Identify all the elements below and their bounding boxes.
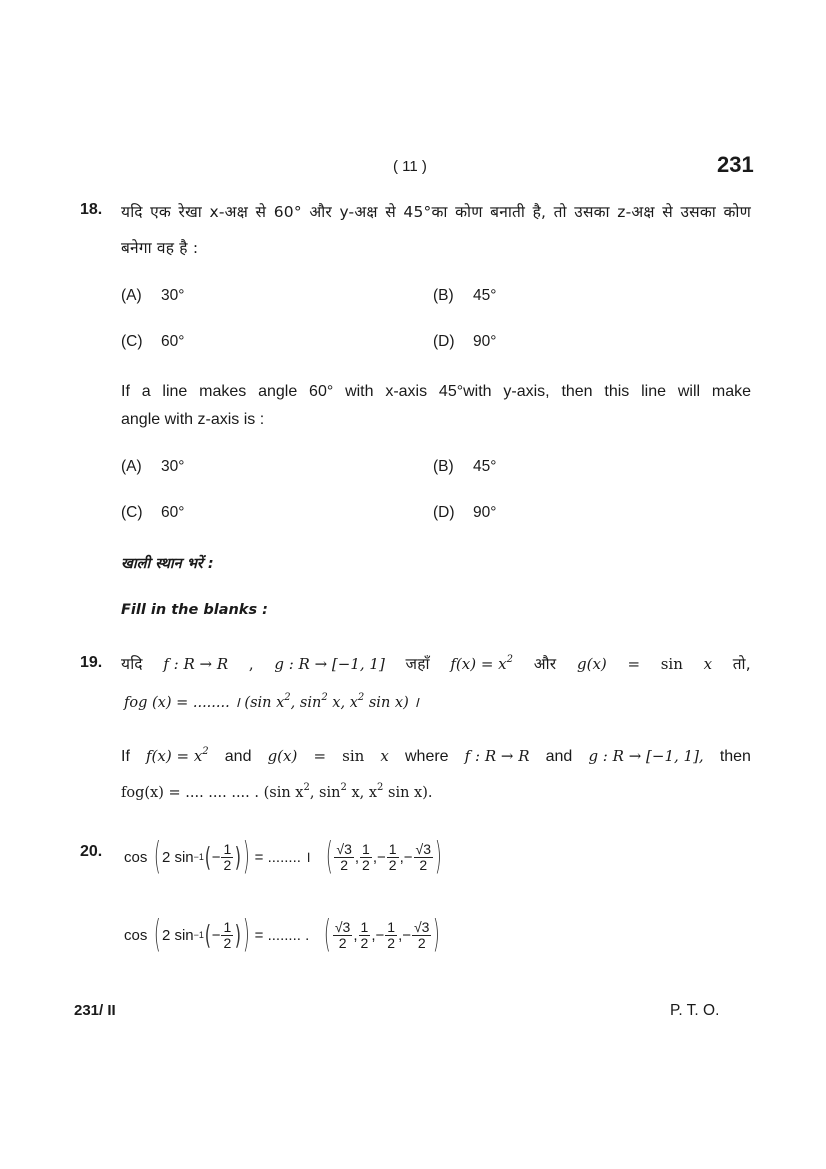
numerator: 1 xyxy=(387,918,396,935)
superscript: 2 xyxy=(202,746,209,757)
superscript: 2 xyxy=(357,692,365,703)
fraction-half xyxy=(385,920,397,950)
paren-close: ) xyxy=(434,835,442,879)
footer-paper-code: 231/ II xyxy=(74,1002,116,1019)
numerator: √3 xyxy=(414,918,430,935)
paren-close: ) xyxy=(242,913,250,957)
numerator: 1 xyxy=(362,840,370,857)
paren-close: ) xyxy=(433,913,441,957)
q19-equals: = xyxy=(627,655,641,673)
q19-fx xyxy=(450,655,513,673)
q19-part: , sin xyxy=(290,695,322,711)
minus-sign: − xyxy=(211,848,221,866)
q18-en-option-d xyxy=(433,504,496,522)
option-value: 30° xyxy=(161,458,185,475)
paren-open: ( xyxy=(324,913,332,957)
separator: , xyxy=(353,926,358,944)
q18-hi-option-a xyxy=(121,287,184,305)
q19-part: sin x). xyxy=(383,785,433,801)
q19-part: sin x) । xyxy=(364,695,419,711)
option-value: 60° xyxy=(161,504,185,521)
fraction-half xyxy=(221,920,233,950)
option-value: 90° xyxy=(473,333,497,350)
separator: ,− xyxy=(371,926,385,944)
q19-word: और xyxy=(533,655,557,673)
q19-part: , sin xyxy=(309,785,341,801)
cos-function: cos xyxy=(124,926,148,944)
q19-map-f: f : R → R xyxy=(464,747,530,765)
q19-x: x xyxy=(703,655,713,673)
q19-map-g: g : R → [−1, 1], xyxy=(588,747,704,765)
section-heading-hindi: खाली स्थान भरें : xyxy=(121,556,214,572)
q19-english-line2 xyxy=(121,782,433,801)
question-number-18: 18. xyxy=(80,201,103,218)
answer-blank: = ........ . xyxy=(254,926,310,944)
superscript: 2 xyxy=(340,782,347,793)
fraction-half xyxy=(360,842,372,872)
q19-word: and xyxy=(545,748,573,765)
numerator: √3 xyxy=(336,840,352,857)
cos-function: cos xyxy=(124,848,148,866)
denominator: 2 xyxy=(340,856,349,873)
fraction-half xyxy=(387,842,399,872)
fraction-root3-2 xyxy=(333,920,352,950)
paren-close: ) xyxy=(235,918,242,952)
fraction-root3-2 xyxy=(412,920,431,950)
option-label: (D) xyxy=(433,504,455,521)
q18-hindi-line1: यदि एक रेखा x-अक्ष से 60° और y-अक्ष से 45°का कोण बनाती है, तो उसका z-अक्ष से उसका कोण xyxy=(121,203,751,221)
section-heading-english: Fill in the blanks : xyxy=(121,602,268,618)
numerator: √3 xyxy=(334,918,351,935)
page-number: ( 11 ) xyxy=(393,158,427,175)
paren-open: ( xyxy=(325,835,333,879)
q18-en-option-c xyxy=(121,504,184,522)
q18-hi-option-b xyxy=(433,287,496,305)
option-value: 45° xyxy=(473,287,497,304)
fraction-half xyxy=(359,920,371,950)
fraction-half xyxy=(221,842,233,872)
superscript: 2 xyxy=(377,782,384,793)
q20-english-expression: cos ( 2 sin −1 ( − $\frac{1}{2}$ ) ) = ........ . ( $\frac{√3}{2}$ , $\frac{1}{2}$ ,− $\frac{1}{2}$ ,− $\frac{√3}{2}$ ) xyxy=(124,913,441,957)
denominator: 2 xyxy=(419,856,428,873)
numerator: 1 xyxy=(360,918,369,935)
denominator: 2 xyxy=(362,856,370,873)
paren-open: ( xyxy=(204,918,211,952)
q19-gx: g(x) xyxy=(267,747,298,765)
denominator: 2 xyxy=(223,934,232,951)
option-label: (A) xyxy=(121,287,142,304)
paren-close: ) xyxy=(235,840,242,874)
q20-hindi-expression: cos ( 2 sin −1 ( − $\frac{1}{2}$ ) ) = ........ । ( $\frac{√3}{2}$ , $\frac{1}{2}$ ,− $\frac{1}{2}$ ,− $\frac{√3}{2}$ ) xyxy=(124,835,442,879)
q19-map-g: g : R → [−1, 1] xyxy=(274,655,385,673)
paren-open: ( xyxy=(154,913,162,957)
option-value: 90° xyxy=(473,504,497,521)
paren-open: ( xyxy=(204,840,211,874)
footer-pto: P. T. O. xyxy=(670,1002,720,1019)
q19-fog: fog (x) = ........ । (sin x xyxy=(124,695,285,711)
numerator: 1 xyxy=(388,840,397,857)
sin-term: 2 sin xyxy=(161,848,194,866)
option-label: (D) xyxy=(433,333,455,350)
q19-part: x, x xyxy=(346,785,378,801)
q19-word: If xyxy=(121,748,130,765)
q19-gx: g(x) xyxy=(577,655,607,673)
q19-fx xyxy=(146,747,209,765)
q19-hindi-line1 xyxy=(121,652,751,674)
denominator: 2 xyxy=(223,856,232,873)
denominator: 2 xyxy=(388,856,397,873)
separator: ,− xyxy=(399,848,413,866)
denominator: 2 xyxy=(338,934,347,951)
denominator: 2 xyxy=(417,934,426,951)
denominator: 2 xyxy=(360,934,369,951)
option-value: 60° xyxy=(161,333,185,350)
separator: , xyxy=(354,848,360,866)
q19-word: तो, xyxy=(732,655,751,673)
q18-english-line1: If a line makes angle 60° with x-axis 45°with y-axis, then this line will make xyxy=(121,383,751,400)
q19-x: x xyxy=(380,747,389,765)
q18-en-option-b xyxy=(433,458,496,476)
q19-sin: sin xyxy=(342,747,365,765)
q19-sin: sin xyxy=(660,655,683,673)
option-label: (C) xyxy=(121,333,143,350)
numerator: 1 xyxy=(223,840,232,857)
q18-en-option-a xyxy=(121,458,184,476)
q19-map-f: f : R → R xyxy=(163,655,229,673)
q19-word: then xyxy=(719,748,751,765)
separator: ,− xyxy=(398,926,411,944)
superscript: 2 xyxy=(303,782,310,793)
q19-word: where xyxy=(404,748,449,765)
q18-english-line2: angle with z-axis is : xyxy=(121,411,265,428)
paren-open: ( xyxy=(154,835,162,879)
q18-hindi-line2: बनेगा वह है : xyxy=(121,239,199,257)
q19-fog: fog(x) = .... .... .... . (sin x xyxy=(121,785,304,801)
question-number-19: 19. xyxy=(80,654,103,671)
numerator: 1 xyxy=(223,918,232,935)
q18-hi-option-c xyxy=(121,333,184,351)
option-value: 30° xyxy=(161,287,185,304)
superscript: 2 xyxy=(321,692,328,703)
q19-english-line1 xyxy=(121,747,751,766)
fraction-root3-2 xyxy=(334,842,353,872)
q19-word: जहाँ xyxy=(405,655,430,673)
q19-hindi-line2 xyxy=(124,692,419,712)
option-label: (A) xyxy=(121,458,142,475)
option-label: (B) xyxy=(433,287,454,304)
superscript: 2 xyxy=(284,692,291,703)
q19-fx-text: f(x) = x xyxy=(450,655,507,673)
q18-hi-option-d xyxy=(433,333,496,351)
option-label: (C) xyxy=(121,504,143,521)
denominator: 2 xyxy=(387,934,396,951)
paper-code: 231 xyxy=(717,152,754,177)
q19-comma: , xyxy=(248,655,254,673)
option-value: 45° xyxy=(473,458,497,475)
option-label: (B) xyxy=(433,458,454,475)
separator: ,− xyxy=(372,848,386,866)
numerator: √3 xyxy=(415,840,431,857)
q19-fx-text: f(x) = x xyxy=(146,747,203,765)
fraction-root3-2 xyxy=(414,842,433,872)
q19-part: x, x xyxy=(327,695,358,711)
minus-sign: − xyxy=(211,926,221,944)
q19-word: यदि xyxy=(121,655,143,673)
answer-blank: = ........ । xyxy=(254,849,311,866)
q19-word: and xyxy=(224,748,252,765)
q19-equals: = xyxy=(313,747,327,765)
question-number-20: 20. xyxy=(80,843,103,860)
sin-term: 2 sin xyxy=(161,926,194,944)
paren-close: ) xyxy=(242,835,250,879)
superscript: 2 xyxy=(506,654,514,665)
